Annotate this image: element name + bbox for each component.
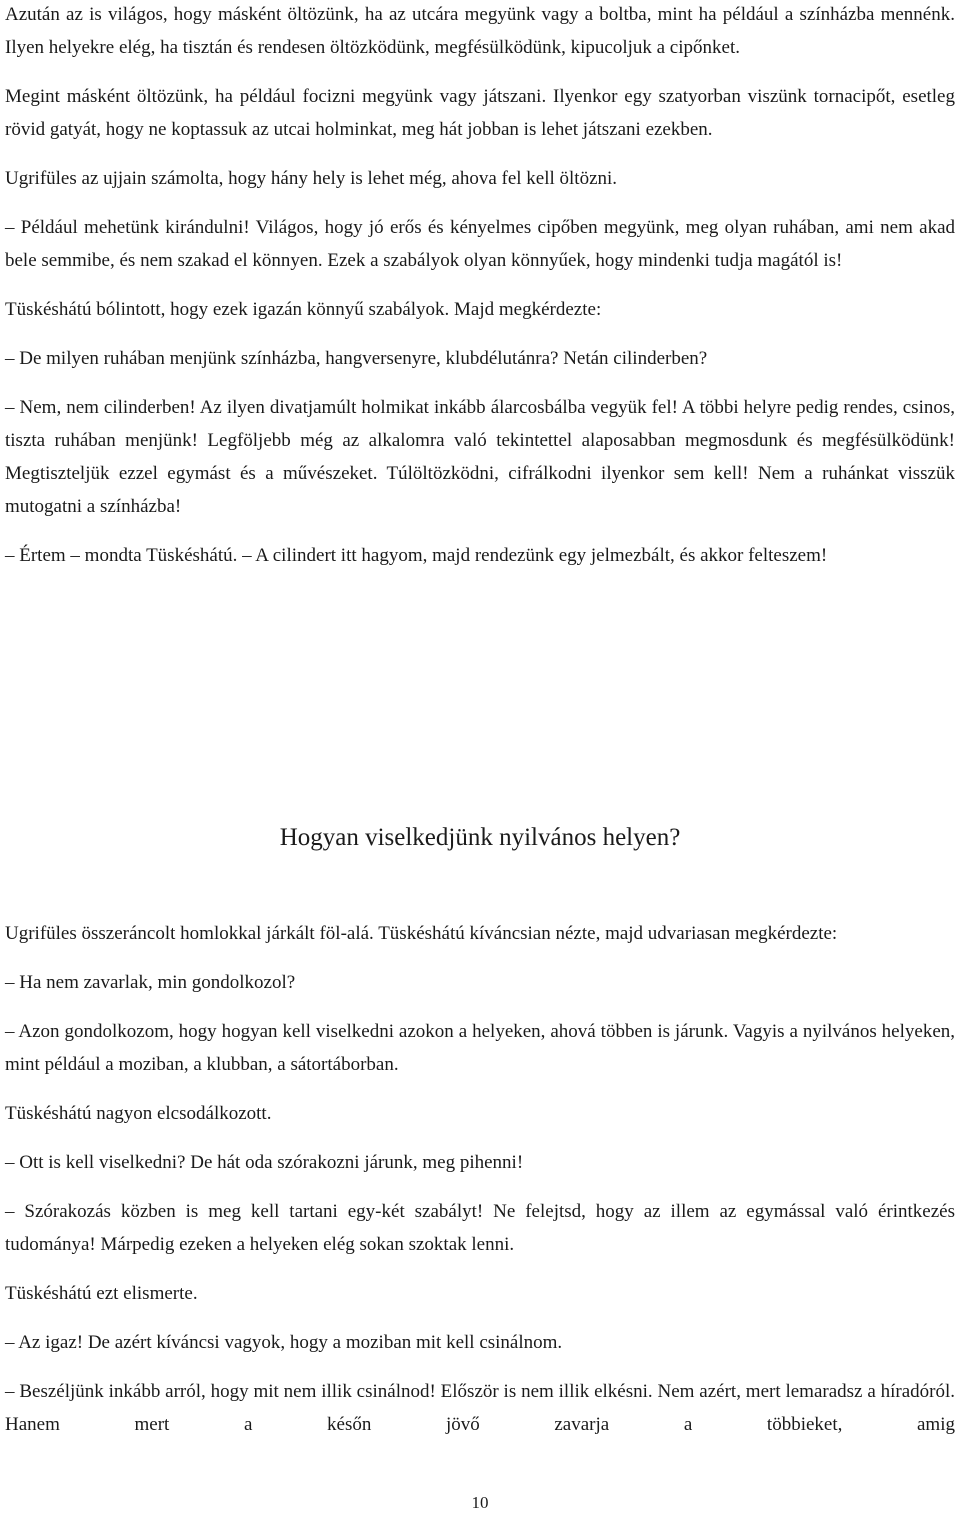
dialogue-line: – Ott is kell viselkedni? De hát oda szórakozni járunk, meg pihenni! <box>5 1152 524 1173</box>
dialogue-line: – Például mehetünk kirándulni! Világos, hogy jó erős és kényelmes cipőben megyünk, meg olyan ruhában, ami nem akad bele semmibe, és nem szakad el könnyen. Ezek a szabályok olyan könnyűek, hogy mindenki tudja magától is! <box>5 217 955 271</box>
dialogue-line: – Ha nem zavarlak, min gondolkozol? <box>5 972 296 993</box>
dialogue-line: – Beszéljünk inkább arról, hogy mit nem illik csinálnod! Először is nem illik elkésni. Nem azért, mert lemaradsz a híradóról. Hanem mert a későn jövő zavarja a többieket, amig <box>5 1381 955 1435</box>
document-body-section <box>5 917 955 1441</box>
paragraph: Megint másként öltözünk, ha például focizni megyünk vagy játszani. Ilyenkor egy szatyorban viszünk tornacipőt, esetleg rövid gatyát, hogy ne koptassuk az utcai holminkat, meg hát jobban is lehet játszani ezekben. <box>5 86 955 140</box>
paragraph: Tüskéshátú nagyon elcsodálkozott. <box>5 1103 272 1124</box>
document-body <box>5 0 955 572</box>
paragraph: Tüskéshátú bólintott, hogy ezek igazán könnyű szabályok. Majd megkérdezte: <box>5 299 602 320</box>
section-title: Hogyan viselkedjünk nyilvános helyen? <box>279 824 681 851</box>
paragraph: Tüskéshátú ezt elismerte. <box>5 1283 198 1304</box>
dialogue-line: – Az igaz! De azért kíváncsi vagyok, hogy a moziban mit kell csinálnom. <box>5 1332 563 1353</box>
dialogue-line: – Szórakozás közben is meg kell tartani egy-két szabályt! Ne felejtsd, hogy az illem az egymással való érintkezés tudománya! Márpedig ezeken a helyeken elég sokan szoktak lenni. <box>5 1201 955 1255</box>
paragraph: Ugrifüles az ujjain számolta, hogy hány hely is lehet még, ahova fel kell öltözni. <box>5 168 618 189</box>
page-number: 10 <box>471 1493 489 1512</box>
dialogue-line: – Értem – mondta Tüskéshátú. – A cilindert itt hagyom, majd rendezünk egy jelmezbált, és akkor felteszem! <box>5 545 828 566</box>
dialogue-line: – De milyen ruhában menjünk színházba, hangversenyre, klubdélutánra? Netán cilinderben? <box>5 348 708 369</box>
paragraph: Azután az is világos, hogy másként öltözünk, ha az utcára megyünk vagy a boltba, mint ha például a színházba mennénk. Ilyen helyekre elég, ha tisztán és rendesen öltözködünk, megfésülködünk, kipucoljuk a cipőnket. <box>5 4 955 58</box>
dialogue-line: – Azon gondolkozom, hogy hogyan kell viselkedni azokon a helyeken, ahová többen is járunk. Vagyis a nyilvános helyeken, mint például a moziban, a klubban, a sátortáborban. <box>5 1021 955 1075</box>
dialogue-line: – Nem, nem cilinderben! Az ilyen divatjamúlt holmikat inkább álarcosbálba vegyük fel! A többi helyre pedig rendes, csinos, tiszta ruhában menjünk! Legföljebb még az alkalomra való tekintettel alaposabban megmosdunk és megfésülködünk! Megtiszteljük ezzel egymást és a művészeket. Túlöltözködni, cifrálkodni ilyenkor sem kell! Nem a ruhánkat visszük mutogatni a színházba! <box>5 397 955 517</box>
paragraph: Ugrifüles összeráncolt homlokkal járkált föl-alá. Tüskéshátú kíváncsian nézte, majd udvariasan megkérdezte: <box>5 923 838 944</box>
